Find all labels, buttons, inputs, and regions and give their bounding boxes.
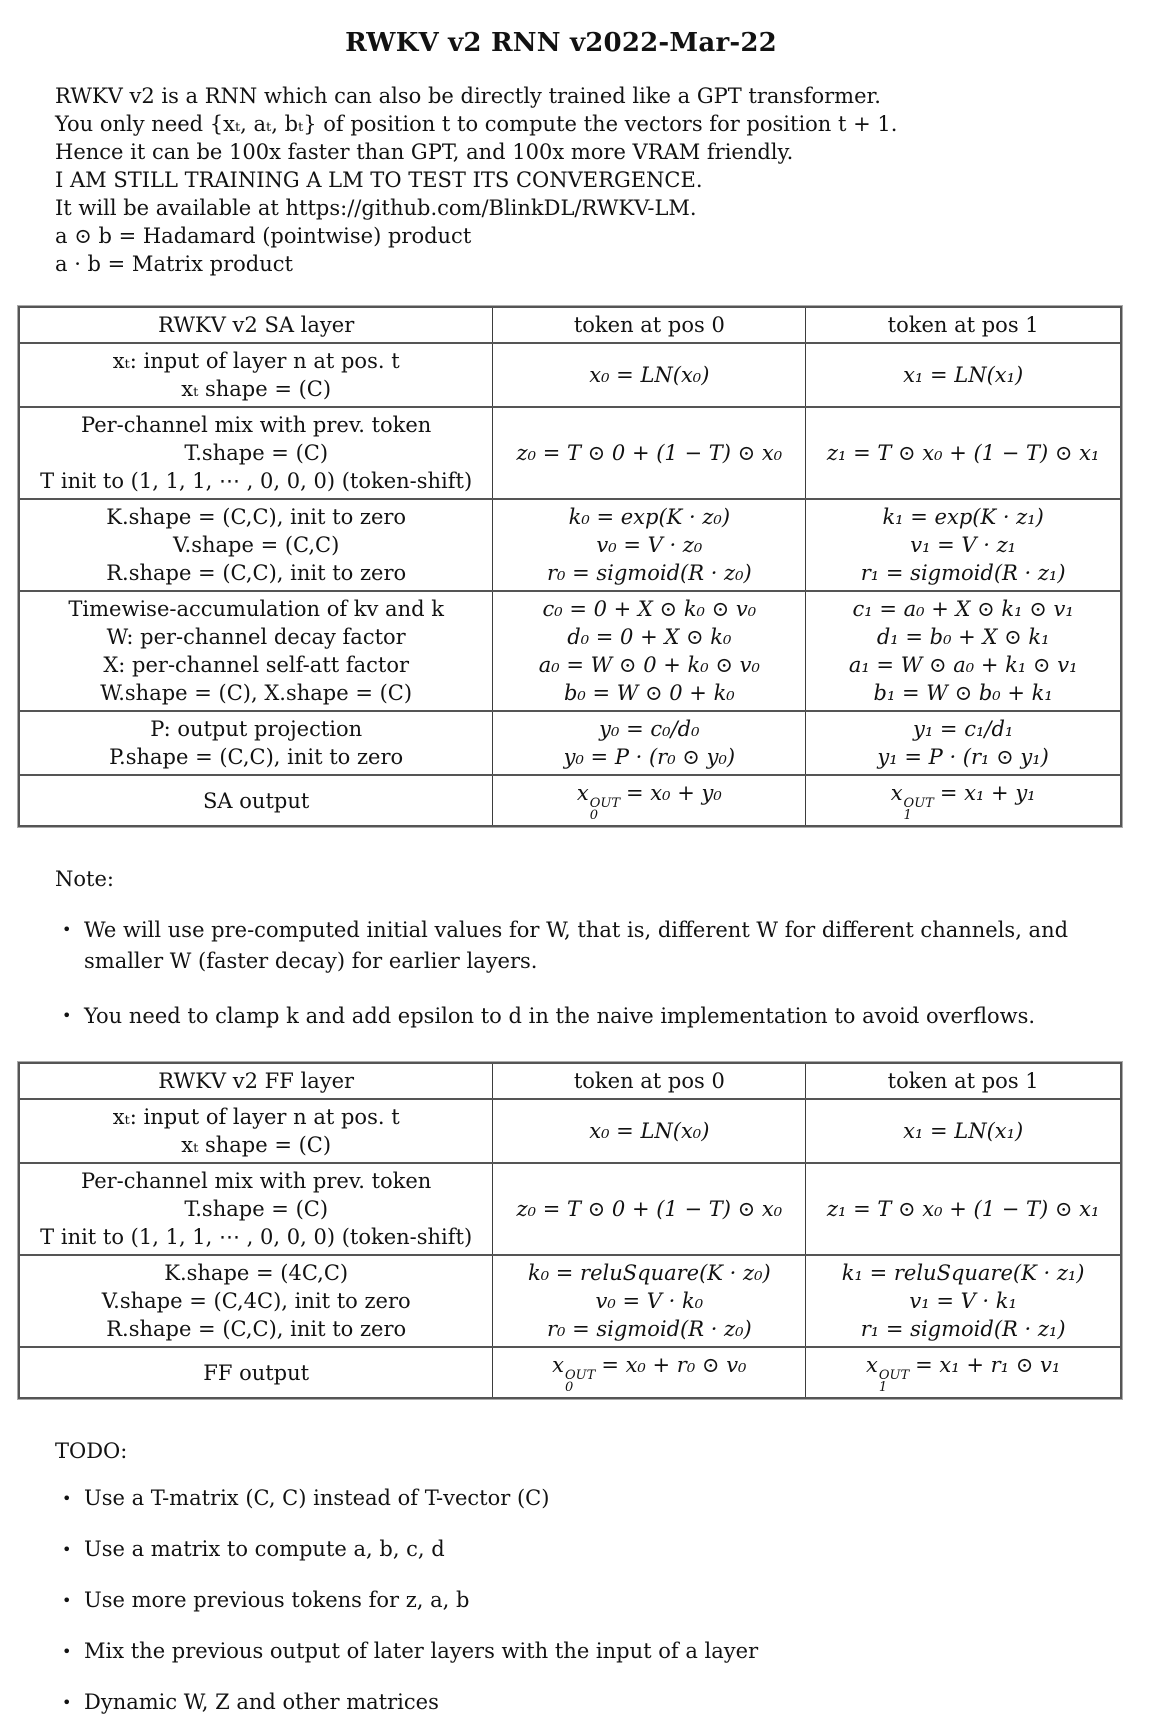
intro-line: Hence it can be 100x faster than GPT, and 100x more VRAM friendly.	[55, 140, 794, 164]
formula-base: x	[866, 1353, 878, 1377]
row-label-line: xₜ shape = (C)	[181, 1133, 332, 1157]
row-label-line: xₜ: input of layer n at pos. t	[112, 349, 400, 373]
row-label-line: R.shape = (C,C), init to zero	[106, 561, 407, 585]
table-row-token-mix	[19, 407, 1121, 499]
formula-cell	[806, 775, 1121, 826]
row-label-cell	[19, 1255, 493, 1347]
row-label-line: Per-channel mix with prev. token	[81, 413, 432, 437]
formula-sup: OUT	[903, 796, 934, 811]
bullet-icon	[62, 1586, 84, 1616]
header-cell-layer: RWKV v2 FF layer	[19, 1063, 493, 1099]
table-row-token-mix	[19, 1163, 1121, 1255]
todo-bullet-text: Use a T-matrix (C, C) instead of T-vector (C)	[84, 1486, 550, 1510]
formula-line: z₁ = T ⊙ x₀ + (1 − T) ⊙ x₁	[826, 441, 1100, 465]
formula-line: x₀ = LN(x₀)	[589, 363, 710, 387]
row-label-line: W: per-channel decay factor	[106, 625, 406, 649]
formula-cell	[806, 591, 1121, 711]
formula-sub: 1	[903, 808, 912, 823]
formula-line: r₁ = sigmoid(R · z₁)	[860, 561, 1066, 585]
formula-line: x₁ = LN(x₁)	[903, 1119, 1024, 1143]
formula-line	[812, 1351, 1114, 1394]
formula-line: z₁ = T ⊙ x₀ + (1 − T) ⊙ x₁	[826, 1197, 1100, 1221]
todo-heading: TODO:	[55, 1439, 128, 1463]
row-label-cell	[19, 499, 493, 591]
formula-line: r₁ = sigmoid(R · z₁)	[860, 1317, 1066, 1341]
formula-cell	[493, 1163, 806, 1255]
formula-line: z₀ = T ⊙ 0 + (1 − T) ⊙ x₀	[516, 441, 783, 465]
row-label-cell	[19, 711, 493, 775]
row-label-line: T.shape = (C)	[184, 1197, 329, 1221]
row-label-cell	[19, 1347, 493, 1398]
header-cell-pos0: token at pos 0	[493, 307, 806, 343]
row-label-cell	[19, 343, 493, 407]
formula-line: b₀ = W ⊙ 0 + k₀	[563, 681, 735, 705]
formula-cell	[806, 1099, 1121, 1163]
row-label-cell	[19, 1099, 493, 1163]
todo-bullet	[62, 1535, 1124, 1565]
row-label-line: Per-channel mix with prev. token	[81, 1169, 432, 1193]
intro-line: RWKV v2 is a RNN which can also be directly trained like a GPT transformer.	[55, 84, 881, 108]
formula-cell	[493, 1255, 806, 1347]
formula-line: y₀ = c₀/d₀	[599, 717, 700, 741]
out-superscript-stack	[565, 1370, 595, 1394]
formula-line	[499, 779, 799, 822]
row-label-line: SA output	[203, 788, 310, 813]
formula-line: y₁ = P · (r₁ ⊙ y₁)	[877, 745, 1049, 769]
formula-line: v₀ = V · z₀	[596, 533, 703, 557]
row-label-line: V.shape = (C,4C), init to zero	[101, 1289, 411, 1313]
row-label-line: V.shape = (C,C)	[173, 533, 340, 557]
formula-line: k₁ = reluSquare(K · z₁)	[841, 1261, 1085, 1285]
intro-line: You only need {xₜ, aₜ, bₜ} of position t to compute the vectors for position t + 1.	[55, 112, 898, 136]
intro-paragraph	[55, 82, 1144, 278]
intro-line-hadamard-def: a ⊙ b = Hadamard (pointwise) product	[55, 224, 472, 248]
formula-line	[499, 1351, 799, 1394]
header-cell-pos0: token at pos 0	[493, 1063, 806, 1099]
todo-bullet	[62, 1586, 1124, 1616]
out-superscript-stack	[879, 1370, 909, 1394]
row-label-cell	[19, 775, 493, 826]
todo-bullet-text: Dynamic W, Z and other matrices	[84, 1690, 439, 1714]
intro-line: I AM STILL TRAINING A LM TO TEST ITS CONVERGENCE.	[55, 168, 703, 192]
sa-layer-table	[18, 306, 1122, 827]
formula-line: v₀ = V · k₀	[595, 1289, 704, 1313]
row-label-line: X: per-channel self-att factor	[103, 653, 410, 677]
formula-cell	[493, 711, 806, 775]
table-header-row	[19, 1063, 1121, 1099]
formula-line: k₀ = exp(K · z₀)	[568, 505, 731, 529]
note-section	[18, 867, 1144, 1032]
formula-sup: OUT	[589, 796, 621, 811]
todo-bullet	[62, 1484, 1124, 1514]
formula-line: c₁ = a₀ + X ⊙ k₁ ⊙ v₁	[852, 597, 1074, 621]
row-label-line: T init to (1, 1, 1, ⋯ , 0, 0, 0) (token-shift)	[40, 469, 473, 493]
row-label-cell	[19, 1163, 493, 1255]
formula-line: v₁ = V · k₁	[909, 1289, 1017, 1313]
formula-rhs: = x₀ + y₀	[626, 781, 722, 805]
formula-line: a₁ = W ⊙ a₀ + k₁ ⊙ v₁	[848, 653, 1078, 677]
formula-cell	[806, 1163, 1121, 1255]
table-row-sa-output	[19, 775, 1121, 826]
formula-base: x	[576, 781, 589, 805]
row-label-line: K.shape = (4C,C)	[164, 1261, 349, 1285]
out-superscript-stack	[904, 798, 934, 822]
formula-line	[812, 779, 1114, 822]
todo-bullet	[62, 1637, 1124, 1667]
formula-line: d₀ = 0 + X ⊙ k₀	[567, 625, 732, 649]
todo-bullet-text: Use more previous tokens for z, a, b	[84, 1588, 470, 1612]
formula-line: y₀ = P · (r₀ ⊙ y₀)	[563, 745, 736, 769]
bullet-icon	[62, 1637, 84, 1667]
note-bullet-text: We will use pre-computed initial values for W, that is, different W for different channels, and smaller W (faster decay) for earlier layers.	[84, 918, 1069, 973]
table-row-input	[19, 343, 1121, 407]
bullet-icon	[62, 1001, 84, 1031]
table-row-input	[19, 1099, 1121, 1163]
row-label-line: Timewise-accumulation of kv and k	[68, 597, 444, 621]
row-label-cell	[19, 407, 493, 499]
formula-line: k₁ = exp(K · z₁)	[882, 505, 1044, 529]
formula-line: r₀ = sigmoid(R · z₀)	[546, 1317, 752, 1341]
formula-sub: 0	[589, 808, 598, 823]
formula-line: x₀ = LN(x₀)	[589, 1119, 710, 1143]
formula-cell	[806, 1255, 1121, 1347]
bullet-icon	[62, 1688, 84, 1718]
formula-base: x	[552, 1353, 565, 1377]
formula-line: z₀ = T ⊙ 0 + (1 − T) ⊙ x₀	[516, 1197, 783, 1221]
formula-cell	[493, 407, 806, 499]
intro-line-github-url: It will be available at https://github.com/BlinkDL/RWKV-LM.	[55, 196, 697, 220]
note-bullet-text: You need to clamp k and add epsilon to d in the naive implementation to avoid overflows.	[84, 1004, 1036, 1028]
intro-line-matrix-def: a · b = Matrix product	[55, 252, 293, 276]
formula-cell	[493, 1347, 806, 1398]
formula-rhs: = x₁ + y₁	[939, 781, 1036, 805]
formula-cell	[493, 1099, 806, 1163]
formula-cell	[806, 1347, 1121, 1398]
bullet-icon	[62, 1535, 84, 1565]
formula-line: d₁ = b₀ + X ⊙ k₁	[876, 625, 1050, 649]
row-label-cell	[19, 591, 493, 711]
formula-cell	[806, 407, 1121, 499]
todo-bullet-text: Mix the previous output of later layers with the input of a layer	[84, 1639, 759, 1663]
page-title: RWKV v2 RNN v2022-Mar-22	[345, 28, 777, 58]
table-row-kvr	[19, 499, 1121, 591]
todo-bullet-text: Use a matrix to compute a, b, c, d	[84, 1537, 445, 1561]
formula-line: c₀ = 0 + X ⊙ k₀ ⊙ v₀	[542, 597, 757, 621]
row-label-line: K.shape = (C,C), init to zero	[106, 505, 407, 529]
ff-layer-table	[18, 1062, 1122, 1399]
formula-cell	[493, 775, 806, 826]
table-row-accumulation	[19, 591, 1121, 711]
row-label-line: P: output projection	[150, 717, 363, 741]
bullet-icon	[62, 1484, 84, 1514]
row-label-line: T init to (1, 1, 1, ⋯ , 0, 0, 0) (token-shift)	[40, 1225, 473, 1249]
row-label-line: R.shape = (C,C), init to zero	[106, 1317, 407, 1341]
formula-line: v₁ = V · z₁	[910, 533, 1017, 557]
todo-bullet	[62, 1688, 1124, 1718]
row-label-line: xₜ: input of layer n at pos. t	[112, 1105, 400, 1129]
row-label-line: T.shape = (C)	[184, 441, 329, 465]
formula-sub: 0	[565, 1380, 574, 1395]
formula-cell	[806, 711, 1121, 775]
formula-sub: 1	[878, 1380, 888, 1395]
formula-rhs: = x₁ + r₁ ⊙ v₁	[915, 1353, 1061, 1377]
note-bullet	[62, 1001, 1124, 1032]
formula-sup: OUT	[565, 1368, 596, 1383]
formula-sup: OUT	[878, 1368, 910, 1383]
header-cell-layer: RWKV v2 SA layer	[19, 307, 493, 343]
formula-line: a₀ = W ⊙ 0 + k₀ ⊙ v₀	[538, 653, 760, 677]
out-superscript-stack	[590, 798, 620, 822]
note-heading: Note:	[55, 867, 114, 891]
header-cell-pos1: token at pos 1	[806, 1063, 1121, 1099]
formula-rhs: = x₀ + r₀ ⊙ v₀	[601, 1353, 747, 1377]
note-bullet	[62, 915, 1124, 977]
table-header-row	[19, 307, 1121, 343]
formula-line: x₁ = LN(x₁)	[903, 363, 1024, 387]
table-row-projection	[19, 711, 1121, 775]
formula-cell	[806, 343, 1121, 407]
formula-line: k₀ = reluSquare(K · z₀)	[527, 1261, 771, 1285]
header-cell-pos1: token at pos 1	[806, 307, 1121, 343]
formula-line: b₁ = W ⊙ b₀ + k₁	[873, 681, 1053, 705]
row-label-line: W.shape = (C), X.shape = (C)	[100, 681, 413, 705]
bullet-icon	[62, 915, 84, 945]
row-label-line: FF output	[203, 1360, 310, 1385]
row-label-line: P.shape = (C,C), init to zero	[109, 745, 404, 769]
table-row-ff-output	[19, 1347, 1121, 1398]
table-row-kvr	[19, 1255, 1121, 1347]
row-label-line: xₜ shape = (C)	[181, 377, 332, 401]
formula-cell	[493, 499, 806, 591]
formula-cell	[493, 343, 806, 407]
formula-cell	[806, 499, 1121, 591]
formula-line: r₀ = sigmoid(R · z₀)	[546, 561, 752, 585]
formula-cell	[493, 591, 806, 711]
formula-base: x	[890, 781, 903, 805]
todo-section	[18, 1439, 1144, 1718]
formula-line: y₁ = c₁/d₁	[912, 717, 1014, 741]
